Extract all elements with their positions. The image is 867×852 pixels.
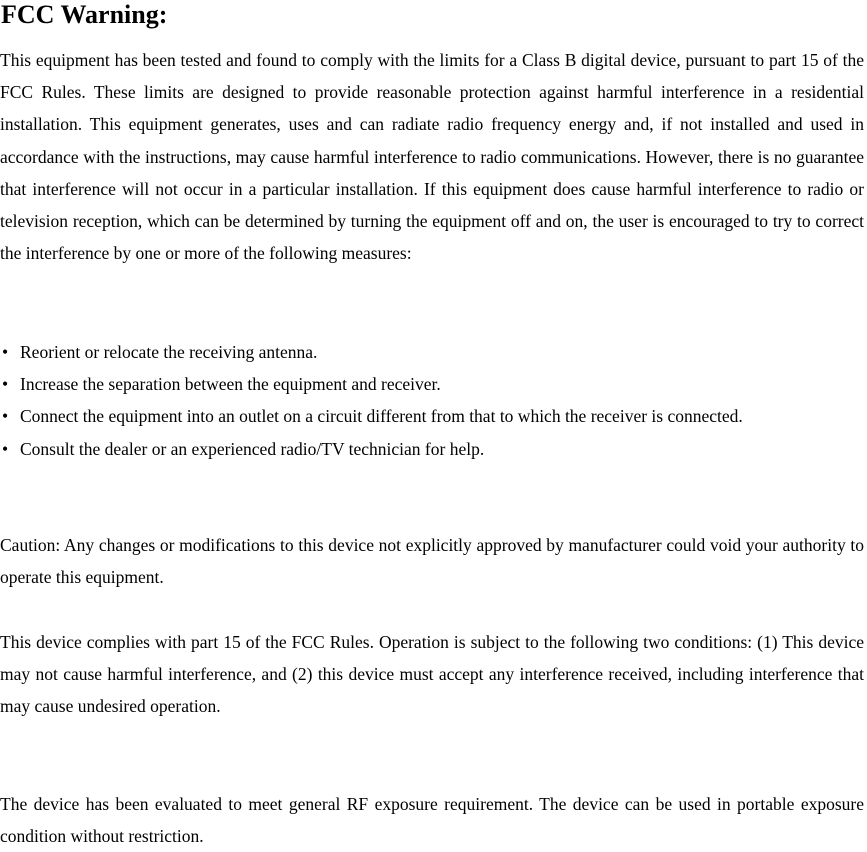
list-item — [0, 400, 864, 432]
bullet-icon: • — [2, 374, 9, 395]
bullet-icon: • — [2, 438, 9, 459]
list-item — [0, 368, 864, 400]
measure-text: Connect the equipment into an outlet on a circuit different from that to which the receiver is connected. — [20, 406, 743, 427]
measure-text: Consult the dealer or an experienced radio/TV technician for help. — [20, 438, 485, 459]
rf-exposure-paragraph: The device has been evaluated to meet general RF exposure requirement. The device can be used in portable exposure condition without restriction. — [0, 794, 864, 847]
list-item — [0, 336, 864, 368]
list-item — [0, 433, 864, 465]
compliance-paragraph: This device complies with part 15 of the FCC Rules. Operation is subject to the following two conditions: (1) This device may not cause harmful interference, and (2) this device must accept any interference received, including interference that may cause undesired operation. — [0, 632, 864, 717]
caution-paragraph: Caution: Any changes or modifications to this device not explicitly approved by manufacturer could void your authority to operate this equipment. — [0, 535, 864, 588]
page-title: FCC Warning: — [1, 0, 168, 29]
measure-text: Reorient or relocate the receiving antenna. — [20, 342, 318, 362]
measure-text: Increase the separation between the equipment and receiver. — [20, 374, 441, 395]
bullet-icon: • — [2, 342, 9, 362]
bullet-icon: • — [2, 406, 9, 427]
measures-list — [0, 336, 864, 465]
intro-paragraph: This equipment has been tested and found to comply with the limits for a Class B digital device, pursuant to part 15 of the FCC Rules. These limits are designed to provide reasonable protection against harmful interference in a residential installation. This equipment generates, uses and can radiate radio frequency energy and, if not installed and used in accordance with the instructions, may cause harmful interference to radio communications. However, there is no guarantee that interference will not occur in a particular installation. If this equipment does cause harmful interference to radio or television reception, which can be determined by turning the equipment off and on, the user is encouraged to try to correct the interference by one or more of the following measures: — [0, 50, 864, 264]
